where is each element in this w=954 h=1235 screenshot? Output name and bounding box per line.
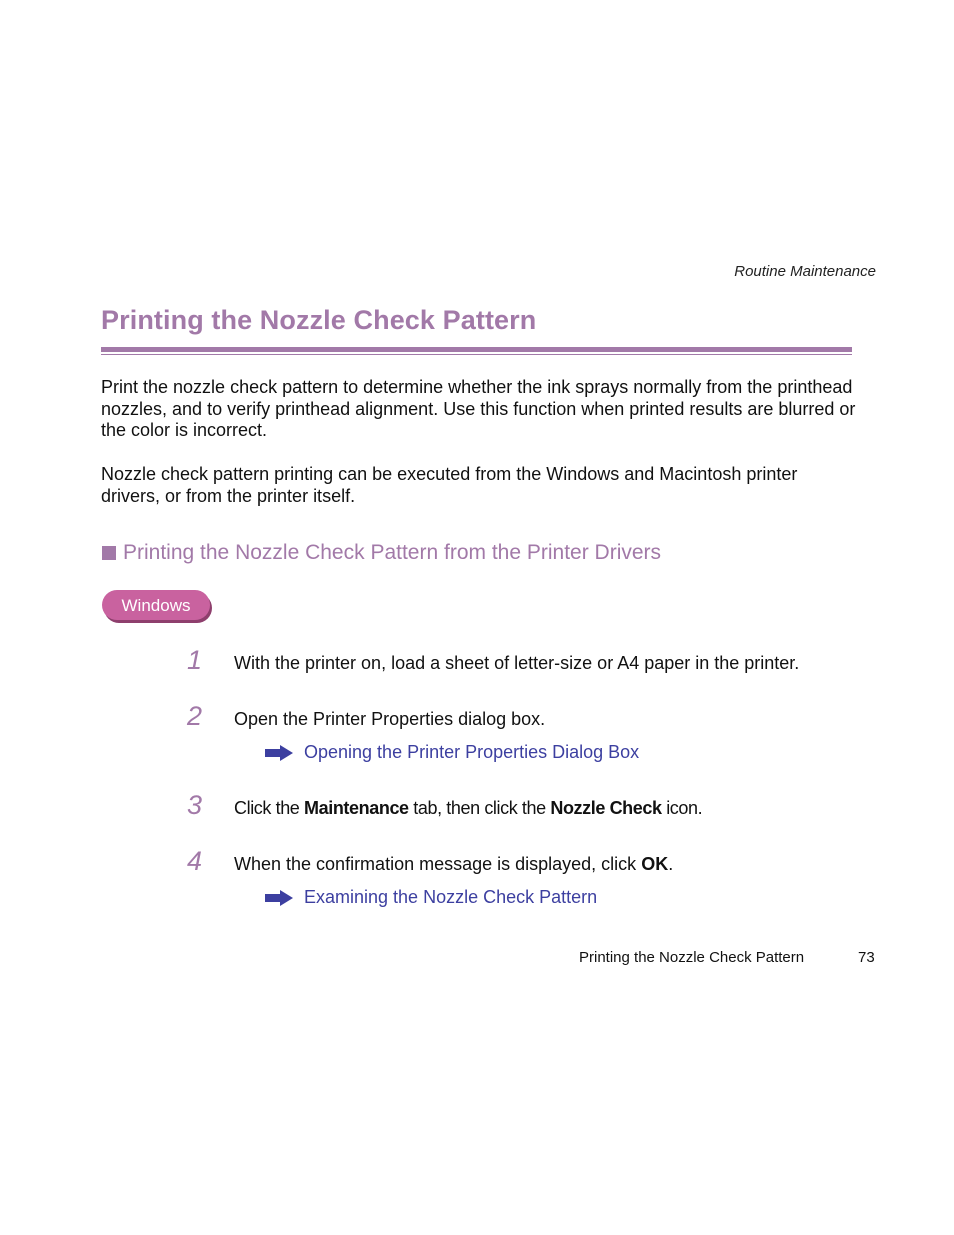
step-text-4 bbox=[234, 853, 673, 875]
section-square-icon bbox=[102, 546, 116, 560]
running-head: Routine Maintenance bbox=[734, 263, 876, 280]
xref-link-examining-pattern[interactable] bbox=[265, 887, 597, 908]
maintenance-tab-label: Maintenance bbox=[304, 798, 409, 818]
step-number-4: 4 bbox=[187, 846, 203, 876]
step-4-text-a: When the confirmation message is displayed, click bbox=[234, 854, 642, 874]
step-text-1: With the printer on, load a sheet of letter-size or A4 paper in the printer. bbox=[234, 653, 800, 673]
intro-paragraph-1: Print the nozzle check pattern to determine whether the ink sprays normally from the printhead nozzles, and to verify printhead alignment. Use this function when printed results are blurred or the color is incorrect. bbox=[101, 377, 856, 440]
xref-link-text[interactable]: Opening the Printer Properties Dialog Box bbox=[304, 742, 640, 762]
xref-link-text[interactable]: Examining the Nozzle Check Pattern bbox=[304, 887, 598, 907]
step-text-3 bbox=[234, 797, 702, 819]
step-text-2: Open the Printer Properties dialog box. bbox=[234, 709, 546, 729]
title-rule-thin bbox=[101, 354, 852, 355]
step-3-text-b: tab, then click the bbox=[408, 798, 551, 818]
windows-badge: Windows bbox=[102, 590, 210, 620]
step-4-text-b: . bbox=[668, 854, 674, 874]
step-number-1: 1 bbox=[187, 645, 203, 675]
footer-section-title: Printing the Nozzle Check Pattern bbox=[579, 949, 805, 966]
section-heading bbox=[102, 541, 661, 565]
page-title: Printing the Nozzle Check Pattern bbox=[101, 305, 537, 335]
step-number-2: 2 bbox=[187, 701, 203, 731]
section-heading-text: Printing the Nozzle Check Pattern from the Printer Drivers bbox=[123, 541, 662, 564]
intro-paragraph-2: Nozzle check pattern printing can be executed from the Windows and Macintosh printer drivers, or from the printer itself. bbox=[101, 464, 798, 506]
ok-button-label: OK bbox=[641, 854, 669, 874]
xref-link-printer-properties[interactable] bbox=[265, 742, 639, 763]
step-number-3: 3 bbox=[187, 790, 203, 820]
nozzle-check-icon-label: Nozzle Check bbox=[550, 798, 662, 818]
step-3-text-a: Click the bbox=[234, 798, 305, 818]
footer-page-number: 73 bbox=[858, 949, 875, 966]
right-arrow-icon bbox=[265, 745, 293, 761]
right-arrow-icon bbox=[265, 890, 293, 906]
title-rule-thick bbox=[101, 347, 852, 352]
step-3-text-c: icon. bbox=[661, 798, 703, 818]
